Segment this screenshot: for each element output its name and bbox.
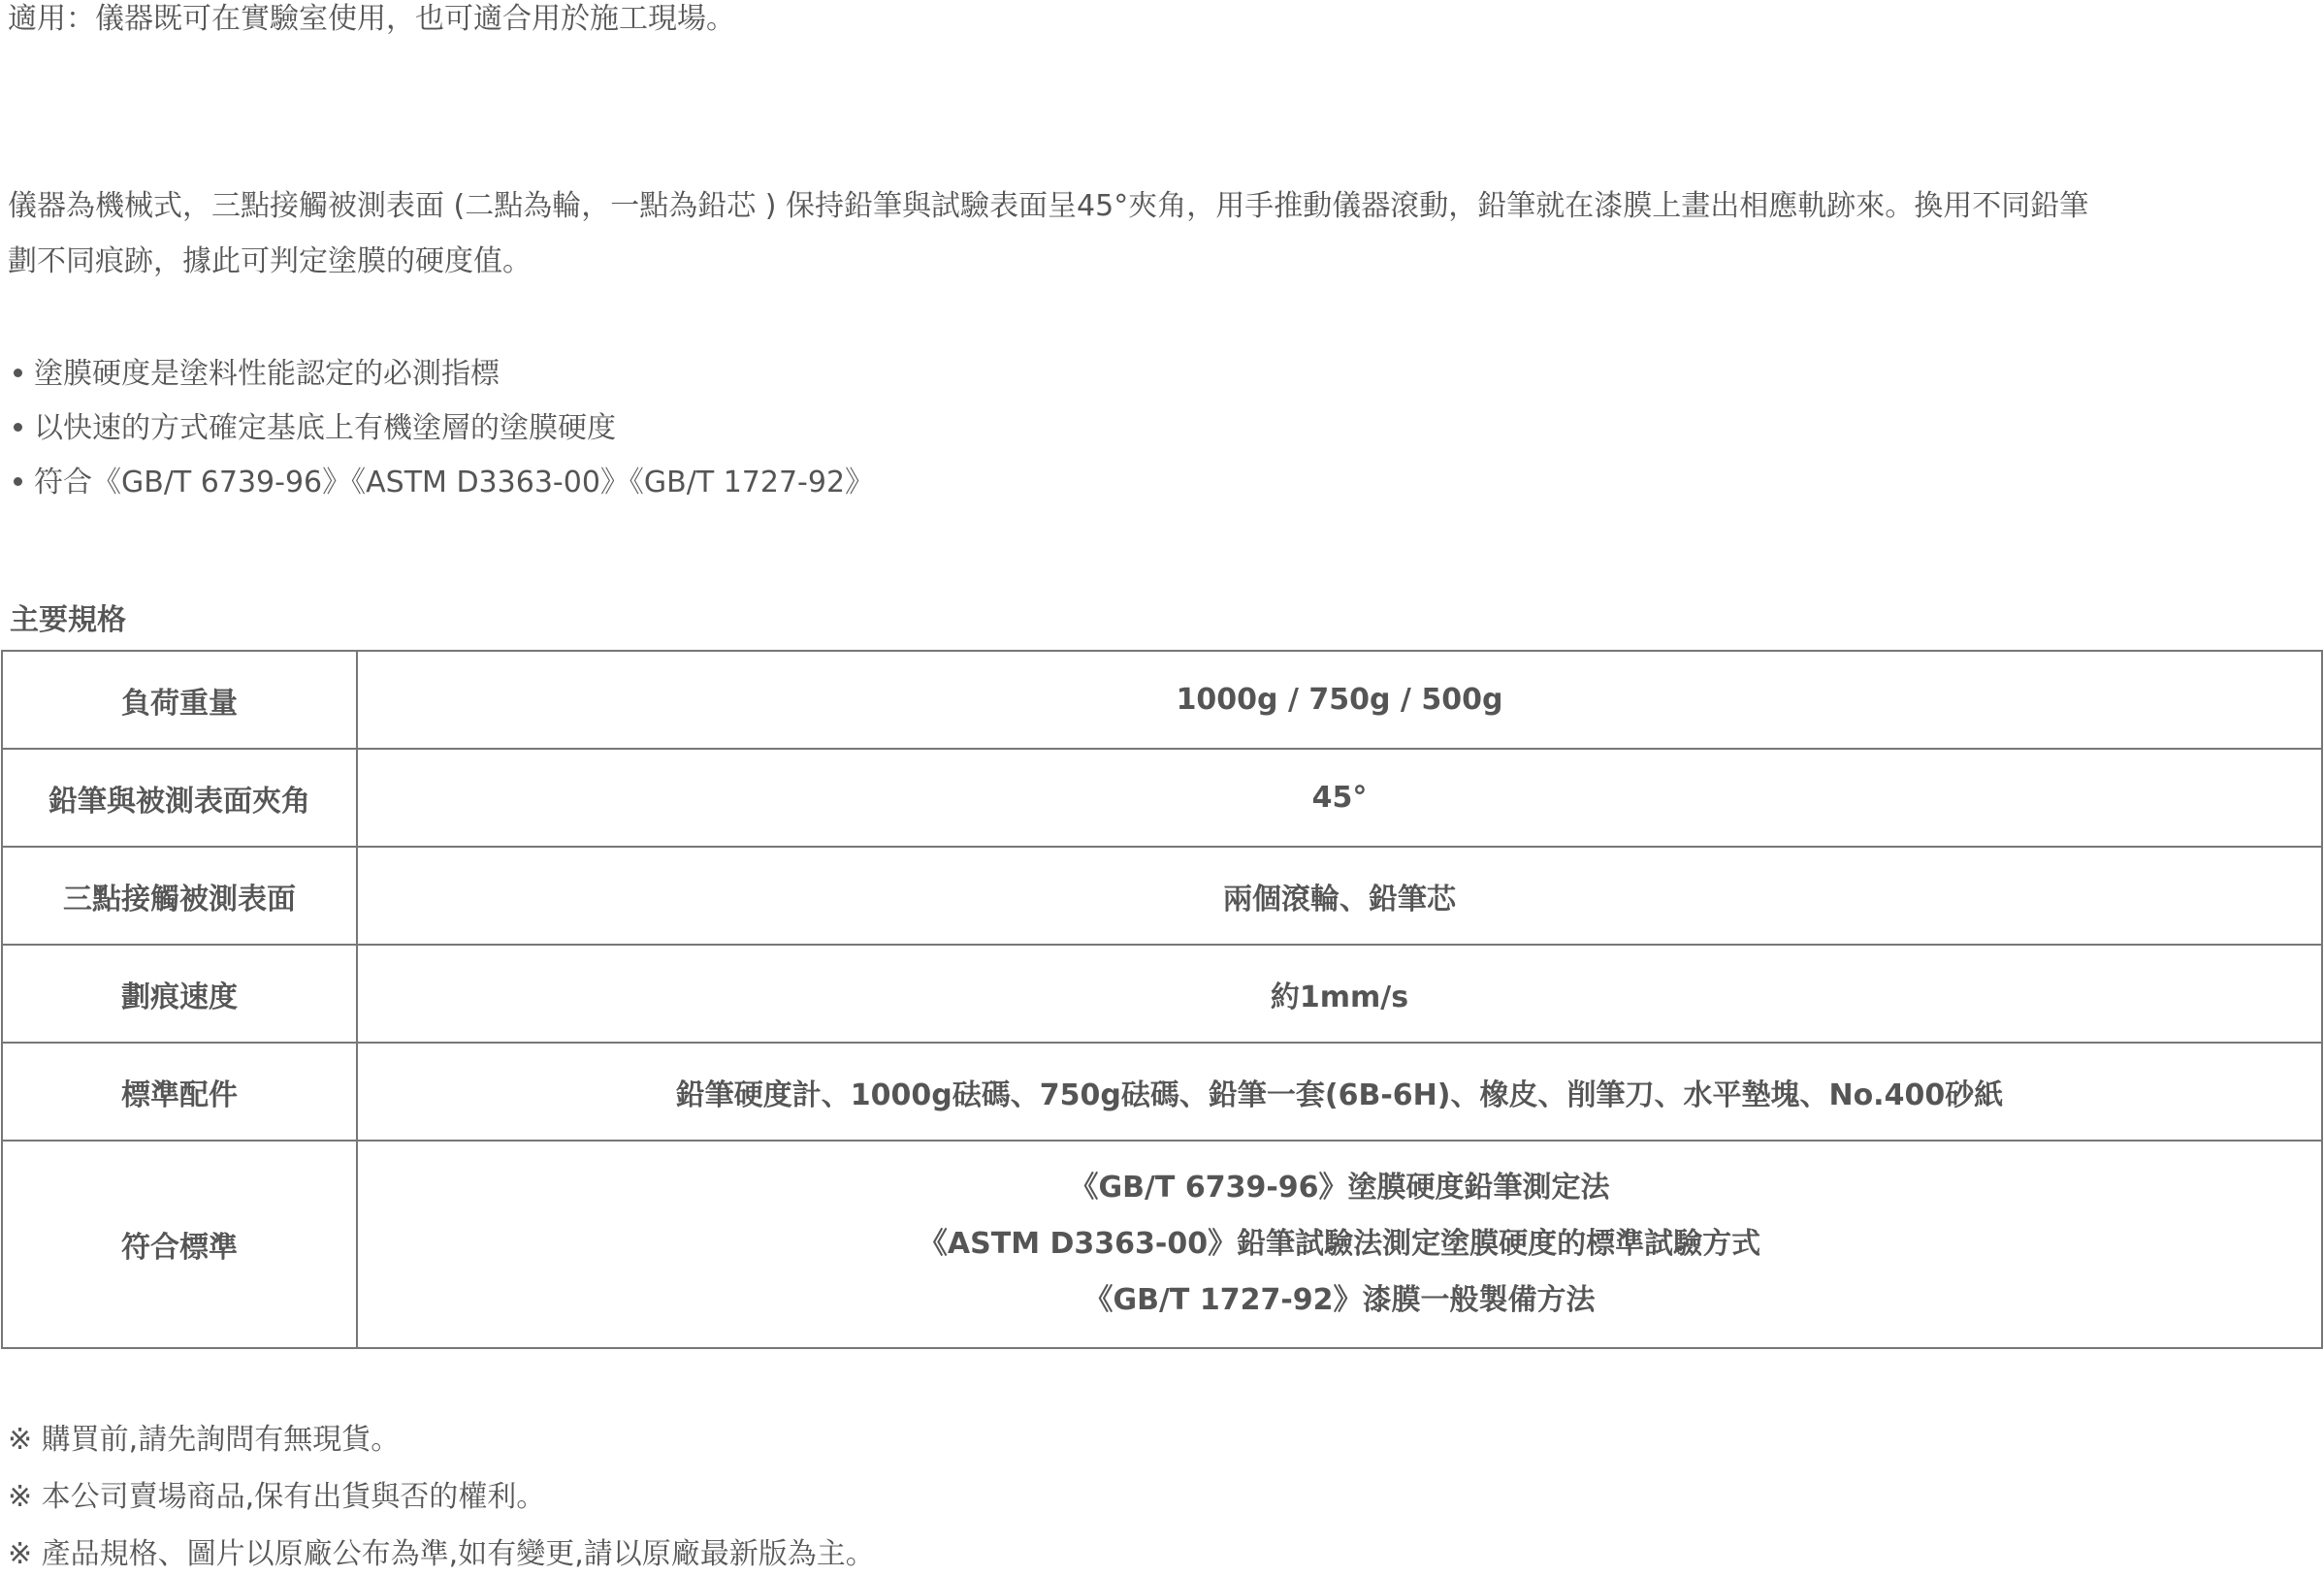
spec-value: 兩個滾輪、鉛筆芯: [357, 847, 2322, 945]
list-item: [14, 402, 874, 456]
notice-text: ※ 購買前,請先詢問有無現貨。: [8, 1423, 401, 1457]
table-row: [2, 651, 2322, 749]
notice-text: ※ 本公司賣場商品,保有出貨與否的權利。: [8, 1480, 546, 1514]
spec-value: 約1mm/s: [357, 945, 2322, 1043]
description-line-2: 劃不同痕跡，據此可判定塗膜的硬度值。: [8, 244, 532, 278]
intro-text: 適用：儀器既可在實驗室使用，也可適合用於施工現場。: [8, 2, 735, 36]
feature-text: 以快速的方式確定基底上有機塗層的塗膜硬度: [34, 411, 616, 445]
bullet-icon: [14, 369, 22, 377]
standard-line: 《ASTM D3363-00》鉛筆試驗法測定塗膜硬度的標準試驗方式: [918, 1227, 1761, 1261]
spec-table: [1, 650, 2323, 1349]
notice-text: ※ 產品規格、圖片以原廠公布為準,如有變更,請以原廠最新版為主。: [8, 1537, 875, 1571]
table-row: [2, 847, 2322, 945]
feature-text: 符合《GB/T 6739-96》《ASTM D3363-00》《GB/T 1727-92》: [34, 466, 875, 499]
bullet-icon: [14, 477, 22, 486]
feature-list: [14, 347, 874, 510]
standards-cell: [357, 1141, 2322, 1348]
spec-label: 鉛筆與被測表面夾角: [2, 749, 357, 847]
spec-value: 1000g / 750g / 500g: [357, 651, 2322, 749]
spec-heading: 主要規格: [10, 603, 126, 637]
spec-value: 鉛筆硬度計、1000g砝碼、750g砝碼、鉛筆一套(6B-6H)、橡皮、削筆刀、水平墊塊、No.400砂紙: [357, 1043, 2322, 1141]
feature-text: 塗膜硬度是塗料性能認定的必測指標: [34, 357, 500, 391]
spec-label: 符合標準: [2, 1141, 357, 1348]
spec-label: 劃痕速度: [2, 945, 357, 1043]
description-line-1: 儀器為機械式，三點接觸被測表面 (二點為輪，一點為鉛芯 ) 保持鉛筆與試驗表面呈45°夾角，用手推動儀器滾動，鉛筆就在漆膜上畫出相應軌跡來。換用不同鉛筆: [8, 189, 2089, 223]
table-row: [2, 749, 2322, 847]
spec-label: 三點接觸被測表面: [2, 847, 357, 945]
bullet-icon: [14, 423, 22, 432]
standard-line: 《GB/T 6739-96》塗膜硬度鉛筆測定法: [1069, 1171, 1610, 1205]
list-item: [14, 456, 874, 510]
spec-label: 負荷重量: [2, 651, 357, 749]
list-item: [14, 347, 874, 402]
spec-label: 標準配件: [2, 1043, 357, 1141]
table-row: [2, 1141, 2322, 1348]
table-row: [2, 1043, 2322, 1141]
spec-value: 45°: [357, 749, 2322, 847]
standard-line: 《GB/T 1727-92》漆膜一般製備方法: [1083, 1283, 1596, 1317]
table-row: [2, 945, 2322, 1043]
